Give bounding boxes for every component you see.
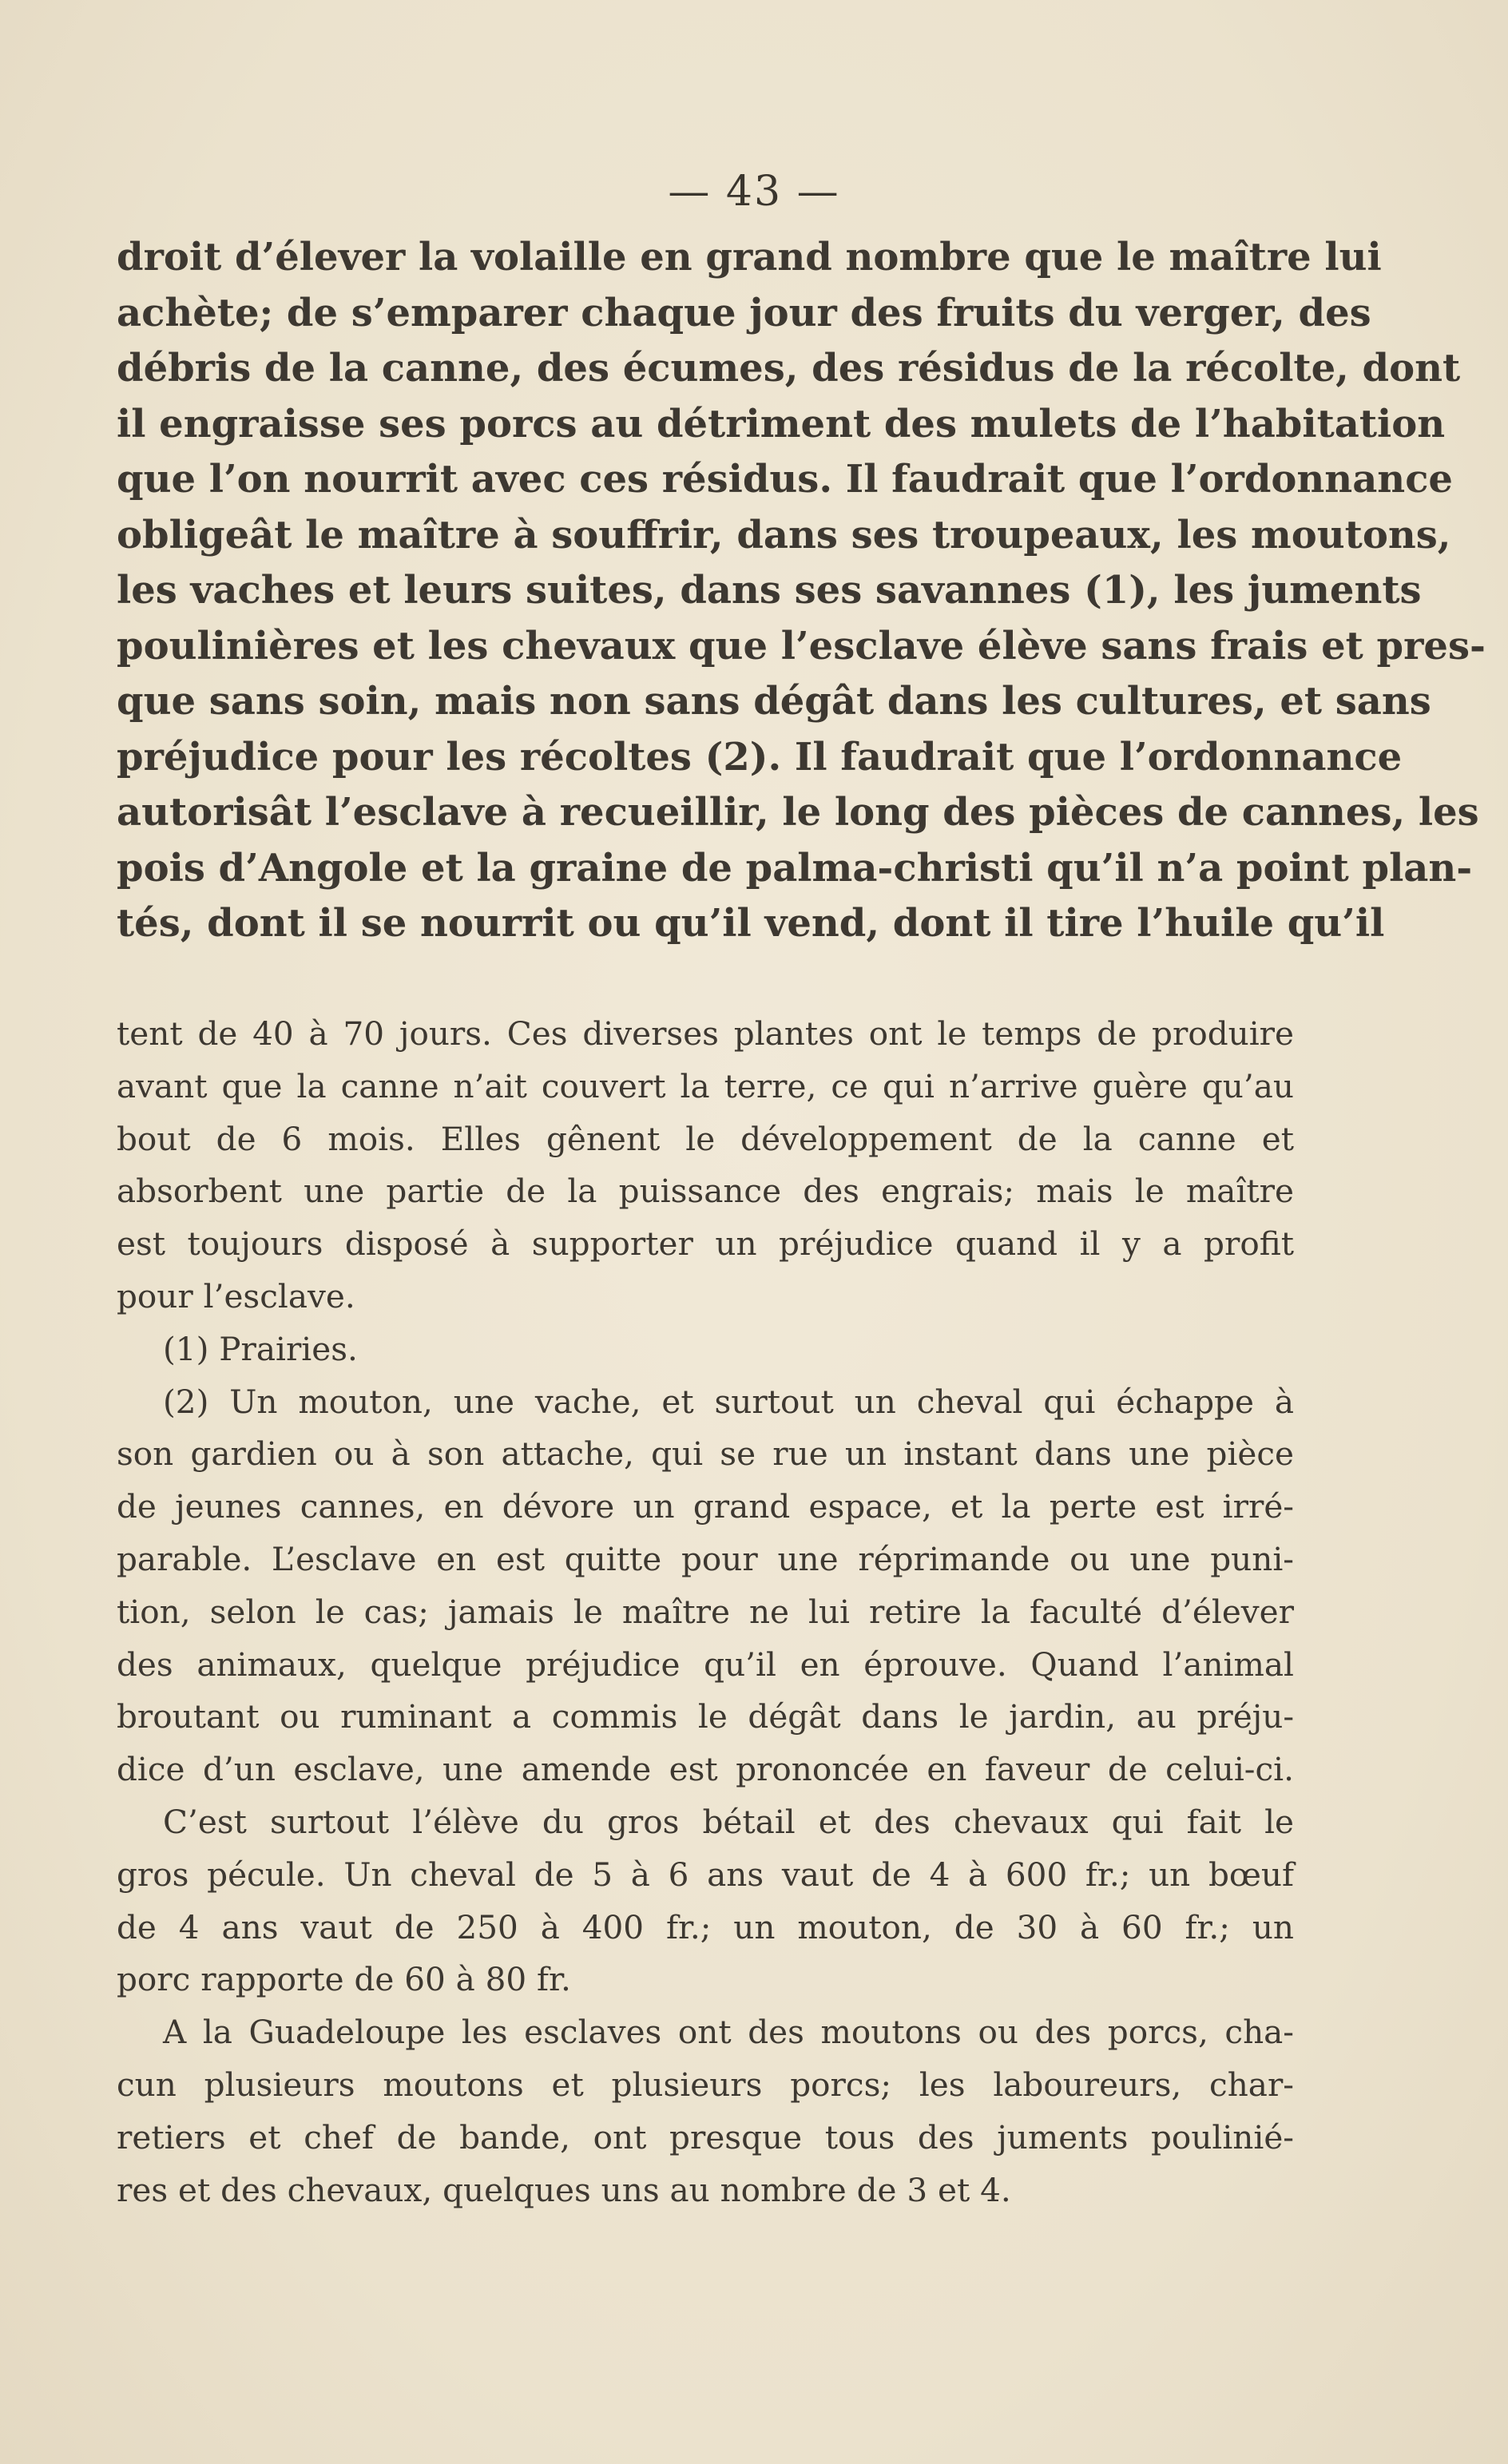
footnote-line: C’est surtout l’élève du gros bétail et des chevaux qui fait le [163,1802,1294,1841]
footnote-line: broutant ou ruminant a commis le dégât dans le jardin, au préju- [117,1697,1294,1736]
page-number: — 43 — [668,168,840,216]
footnote-line: des animaux, quelque préjudice qu’il en éprouve. Quand l’animal [117,1645,1294,1684]
footnotes-block [117,1008,1294,2216]
text-line: obligeât le maître à souffrir, dans ses troupeaux, les moutons, [117,512,1451,557]
footnote-line: de 4 ans vaut de 250 à 400 fr.; un mouton, de 30 à 60 fr.; un [117,1907,1294,1946]
footnote-line: de jeunes cannes, en dévore un grand espace, et la perte est irré- [117,1487,1294,1526]
footnote-line: porc rapporte de 60 à 80 fr. [117,1960,571,1999]
text-line: tés, dont il se nourrit ou qu’il vend, dont il tire l’huile qu’il [117,901,1385,946]
footnote-line: res et des chevaux, quelques uns au nombre de 3 et 4. [117,2170,1011,2209]
footnote-2-line: (2) Un mouton, une vache, et surtout un cheval qui échappe à [163,1382,1294,1421]
footnote-line: est toujours disposé à supporter un préjudice quand il y a profit [117,1224,1294,1264]
text-line: que sans soin, mais non sans dégât dans les cultures, et sans [117,679,1431,724]
footnote-line: tion, selon le cas; jamais le maître ne lui retire la faculté d’élever [117,1592,1294,1631]
text-line: débris de la canne, des écumes, des résidus de la récolte, dont [117,346,1461,391]
text-line: il engraisse ses porcs au détriment des mulets de l’habitation [117,401,1446,446]
footnote-line: dice d’un esclave, une amende est prononcée en faveur de celui-ci. [117,1750,1294,1789]
footnote-line: gros pécule. Un cheval de 5 à 6 ans vaut de 4 à 600 fr.; un bœuf [117,1855,1294,1894]
text-line: les vaches et leurs suites, dans ses savannes (1), les juments [117,568,1422,613]
text-line: poulinières et les chevaux que l’esclave élève sans frais et pres- [117,623,1486,669]
footnote-line: bout de 6 mois. Elles gênent le développement de la canne et [117,1119,1294,1158]
footnote-1: (1) Prairies. [163,1329,358,1368]
text-line: droit d’élever la volaille en grand nombre que le maître lui [117,235,1382,280]
footnote-line: A la Guadeloupe les esclaves ont des moutons ou des porcs, cha- [163,2013,1294,2052]
text-line: autorisât l’esclave à recueillir, le long des pièces de cannes, les [117,790,1479,835]
footnote-line: pour l’esclave. [117,1276,355,1315]
footnote-line: parable. L’esclave en est quitte pour une réprimande ou une puni- [117,1539,1294,1578]
text-line: préjudice pour les récoltes (2). Il faudrait que l’ordonnance [117,734,1403,780]
footnote-line: avant que la canne n’ait couvert la terre, ce qui n’arrive guère qu’au [117,1066,1294,1105]
main-text-block [117,230,1486,952]
text-line: achète; de s’emparer chaque jour des fruits du verger, des [117,290,1371,335]
footnote-line: retiers et chef de bande, ont presque tous des juments poulinié- [117,2117,1294,2156]
text-line: que l’on nourrit avec ces résidus. Il faudrait que l’ordonnance [117,457,1453,502]
text-line: pois d’Angole et la graine de palma-christi qu’il n’a point plan- [117,845,1473,891]
footnote-line: absorbent une partie de la puissance des engrais; mais le maître [117,1172,1294,1211]
footnote-line: son gardien ou à son attache, qui se rue un instant dans une pièce [117,1434,1294,1474]
footnote-line: cun plusieurs moutons et plusieurs porcs; les laboureurs, char- [117,2065,1294,2104]
footnote-line: tent de 40 à 70 jours. Ces diverses plantes ont le temps de produire [117,1014,1294,1053]
